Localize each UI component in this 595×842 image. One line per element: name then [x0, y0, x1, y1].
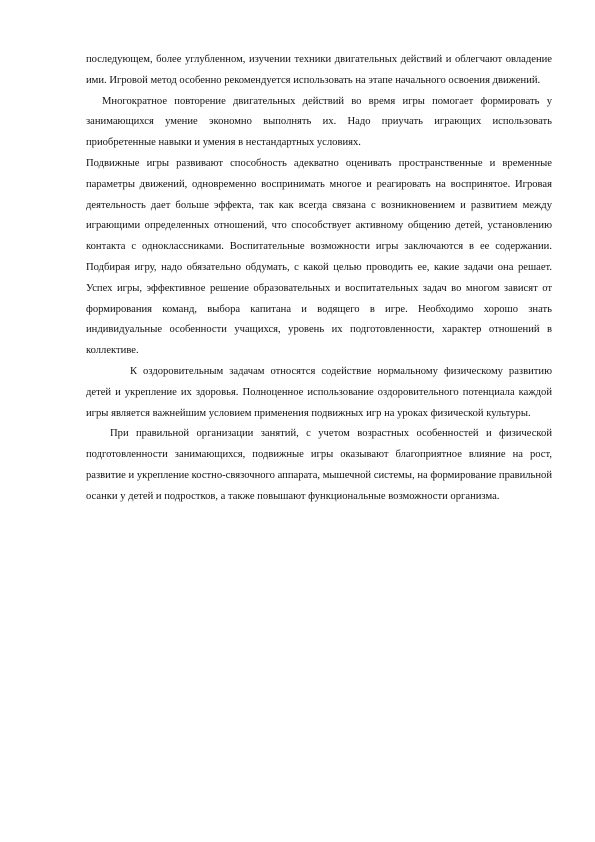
paragraph-game-method: последующем, более углубленном, изучении техники двигательных действий и облегчают овладение ими. Игровой метод особенно рекомендуется использовать на этапе начального освоения движений. [86, 54, 552, 86]
paragraph-repetition: Многократное повторение двигательных действий во время игры помогает формировать у занимающихся умение экономно выполнять их. Надо приучать играющих использовать приобретенные навыки и умения в нестандартных условиях. [86, 95, 552, 149]
paragraph-organization: При правильной организации занятий, с учетом возрастных особенностей и физической подготовленности занимающихся, подвижные игры оказывают благоприятное влияние на рост, развитие и укрепление костно-связочного аппарата, мышечной системы, на формирование правильной осанки у детей и подростков, а также повышают функциональные возможности организма. [86, 428, 552, 502]
document-page [86, 50, 552, 508]
paragraph-health-tasks: К оздоровительным задачам относятся содействие нормальному физическому развитию детей и укрепление их здоровья. Полноценное использование оздоровительного потенциала каждой игры является важнейшим условием применения подвижных игр на уроках физической культуры. [86, 365, 552, 419]
paragraph-outdoor-games: Подвижные игры развивают способность адекватно оценивать пространственные и временные параметры движений, одновременно воспринимать многое и реагировать на воспринятое. Игровая деятельность дает больше эффекта, так как всегда связана с возникновением и развитием между играющими определенных отношений, что способствует активному общению детей, установлению контакта с одноклассниками. Воспитательные возможности игры заключаются в ее содержании. Подбирая игру, надо обязательно обдумать, с какой целью проводить ее, какие задачи она решает. Успех игры, эффективное решение образовательных и воспитательных задач во многом зависят от формирования команд, выбора капитана и водящего в игре. Необходимо хорошо знать индивидуальные особенности учащихся, уровень их подготовленности, характер отношений в коллективе. [86, 157, 552, 357]
